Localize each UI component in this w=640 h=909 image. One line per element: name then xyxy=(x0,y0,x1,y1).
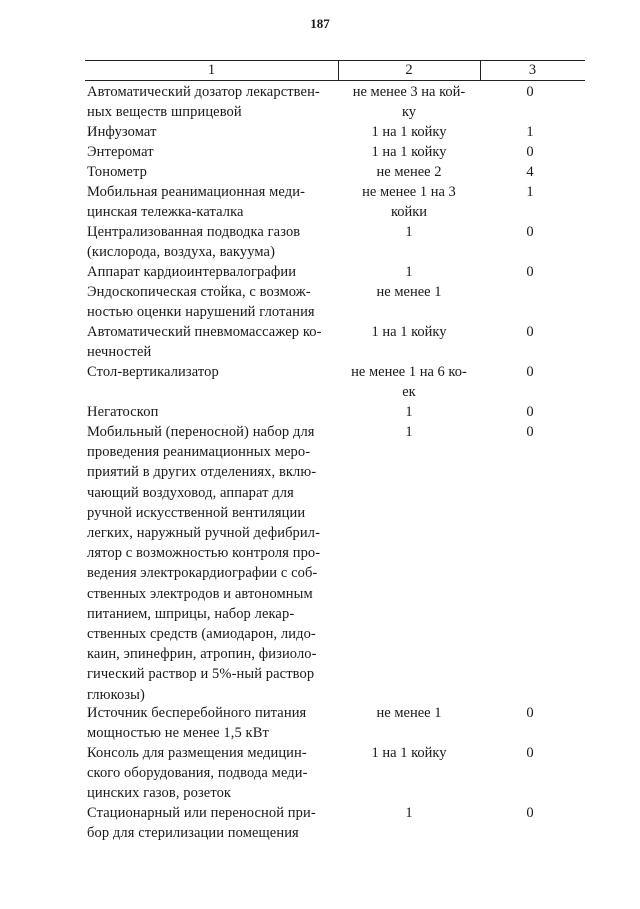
equipment-name: Мобильный (переносной) набор для проведения реанимационных меро- приятий в других отделениях, вклю- чающий воздуховод, аппарат для ручной искусственной вентиляции легких, наружный ручной дефибрил- лятор с возможностью контроля про- ведения электрокардиографии с соб- ственных электродов и автономным питанием, шприцы, набор лекар- ственных средств (амиодарон, лидо- каин, эпинефрин, атропин, физиоло- гический раствор и 5%-ный раствор глюкозы) xyxy=(87,424,321,703)
header-col-2: 2 xyxy=(405,62,413,78)
equipment-name: Эндоскопическая стойка, с возмож- ностью оценки нарушений глотания xyxy=(87,284,315,321)
equipment-quantity: не менее 3 на кой- ку xyxy=(352,84,466,121)
equipment-name: Автоматический пневмомассажер ко- нечностей xyxy=(87,324,322,361)
equipment-quantity: не менее 1 xyxy=(376,705,442,721)
equipment-name: Тонометр xyxy=(87,164,147,180)
header-bottom-rule xyxy=(85,80,585,81)
equipment-value: 0 xyxy=(526,324,534,340)
equipment-quantity: 1 xyxy=(405,224,413,240)
equipment-name: Консоль для размещения медицин- ского оборудования, подвода меди- цинских газов, розеток xyxy=(87,745,308,802)
equipment-value: 0 xyxy=(526,805,534,821)
equipment-quantity: 1 на 1 койку xyxy=(371,745,447,761)
equipment-value: 0 xyxy=(526,264,534,280)
equipment-name: Мобильная реанимационная меди- цинская тележка-каталка xyxy=(87,184,305,221)
equipment-quantity: 1 xyxy=(405,264,413,280)
equipment-name: Инфузомат xyxy=(87,124,157,140)
equipment-value: 0 xyxy=(526,144,534,160)
equipment-quantity: 1 на 1 койку xyxy=(371,324,447,340)
equipment-quantity: 1 xyxy=(405,404,413,420)
equipment-name: Стационарный или переносной при- бор для стерилизации помещения xyxy=(87,805,316,842)
equipment-quantity: не менее 2 xyxy=(376,164,442,180)
equipment-value: 0 xyxy=(526,364,534,380)
equipment-quantity: не менее 1 xyxy=(376,284,442,300)
equipment-value: 0 xyxy=(526,84,534,100)
equipment-quantity: 1 xyxy=(405,424,413,440)
equipment-name: Источник бесперебойного питания мощностью не менее 1,5 кВт xyxy=(87,705,307,742)
equipment-value: 0 xyxy=(526,424,534,440)
equipment-name: Негатоскоп xyxy=(87,404,159,420)
equipment-name: Аппарат кардиоинтервалографии xyxy=(87,264,297,280)
equipment-name: Автоматический дозатор лекарствен- ных веществ шприцевой xyxy=(87,84,320,121)
header-col-1: 1 xyxy=(207,62,216,78)
equipment-quantity: 1 xyxy=(405,805,413,821)
equipment-name: Стол-вертикализатор xyxy=(87,364,219,380)
equipment-value: 0 xyxy=(526,705,534,721)
equipment-quantity: 1 на 1 койку xyxy=(371,124,447,140)
header-col-3: 3 xyxy=(528,62,537,78)
equipment-name: Энтеромат xyxy=(87,144,154,160)
equipment-value: 1 xyxy=(526,124,534,140)
equipment-value: 0 xyxy=(526,404,534,420)
equipment-quantity: не менее 1 на 3 койки xyxy=(362,184,456,221)
equipment-value: 4 xyxy=(526,164,534,180)
equipment-value: 1 xyxy=(526,184,534,200)
equipment-quantity: 1 на 1 койку xyxy=(371,144,447,160)
equipment-value: 0 xyxy=(526,745,534,761)
equipment-quantity: не менее 1 на 6 ко- ек xyxy=(351,364,467,401)
equipment-name: Централизованная подводка газов (кислорода, воздуха, вакуума) xyxy=(87,224,301,261)
equipment-value: 0 xyxy=(526,224,534,240)
page-number: 187 xyxy=(310,16,330,31)
